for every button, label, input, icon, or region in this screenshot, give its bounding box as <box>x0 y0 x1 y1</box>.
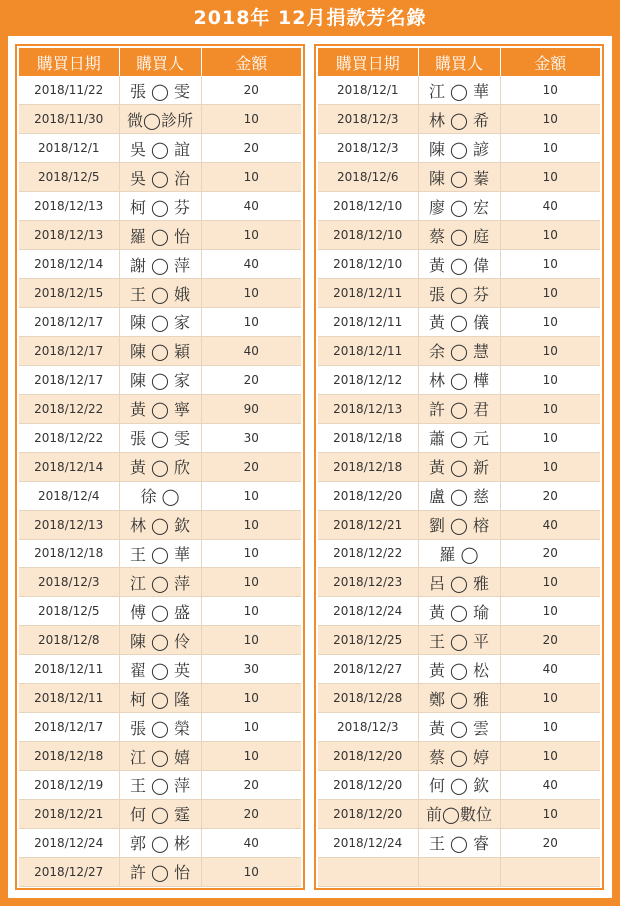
date-cell: 2018/12/1 <box>318 76 418 105</box>
amount-cell: 40 <box>500 771 600 800</box>
amount-cell: 10 <box>500 423 600 452</box>
buyer-cell: 蔡 ◯ 婷 <box>418 742 500 771</box>
date-cell: 2018/12/18 <box>318 452 418 481</box>
amount-cell: 20 <box>201 799 301 828</box>
buyer-cell: 張 ◯ 雯 <box>119 423 201 452</box>
table-row <box>318 76 600 105</box>
buyer-cell: 謝 ◯ 萍 <box>119 250 201 279</box>
table-row <box>19 221 301 250</box>
buyer-cell: 何 ◯ 欽 <box>418 771 500 800</box>
table-header-row <box>318 48 600 76</box>
amount-cell: 20 <box>201 134 301 163</box>
table-row <box>318 626 600 655</box>
table-row <box>318 799 600 828</box>
amount-cell: 10 <box>201 163 301 192</box>
buyer-cell: 王 ◯ 華 <box>119 539 201 568</box>
buyer-cell: 黃 ◯ 儀 <box>418 308 500 337</box>
buyer-cell: 呂 ◯ 雅 <box>418 568 500 597</box>
buyer-cell: 黃 ◯ 松 <box>418 655 500 684</box>
date-cell: 2018/11/22 <box>19 76 119 105</box>
amount-cell: 10 <box>500 713 600 742</box>
table-row <box>19 568 301 597</box>
date-cell: 2018/11/30 <box>19 105 119 134</box>
buyer-cell: 翟 ◯ 英 <box>119 655 201 684</box>
table-row <box>318 481 600 510</box>
table-row <box>318 423 600 452</box>
header-date: 購買日期 <box>318 48 418 76</box>
buyer-cell: 江 ◯ 嬉 <box>119 742 201 771</box>
table-row <box>318 568 600 597</box>
buyer-cell: 陳 ◯ 家 <box>119 308 201 337</box>
buyer-cell: 柯 ◯ 隆 <box>119 684 201 713</box>
date-cell: 2018/12/27 <box>19 857 119 886</box>
table-row <box>318 655 600 684</box>
table-row <box>19 423 301 452</box>
buyer-cell: 吳 ◯ 誼 <box>119 134 201 163</box>
header-amount: 金額 <box>201 48 301 76</box>
table-row <box>318 828 600 857</box>
table-row <box>19 336 301 365</box>
buyer-cell: 蕭 ◯ 元 <box>418 423 500 452</box>
table-row <box>19 163 301 192</box>
date-cell: 2018/12/17 <box>19 713 119 742</box>
header-buyer: 購買人 <box>119 48 201 76</box>
amount-cell: 10 <box>201 308 301 337</box>
date-cell: 2018/12/1 <box>19 134 119 163</box>
buyer-cell: 陳 ◯ 蓁 <box>418 163 500 192</box>
buyer-cell: 張 ◯ 芬 <box>418 279 500 308</box>
buyer-cell: 劉 ◯ 榕 <box>418 510 500 539</box>
buyer-cell: 陳 ◯ 諺 <box>418 134 500 163</box>
date-cell <box>318 857 418 886</box>
buyer-cell: 許 ◯ 君 <box>418 394 500 423</box>
right-donor-table <box>318 48 600 887</box>
date-cell: 2018/12/18 <box>19 539 119 568</box>
amount-cell: 20 <box>201 365 301 394</box>
table-row <box>318 336 600 365</box>
date-cell: 2018/12/24 <box>318 597 418 626</box>
table-row <box>318 192 600 221</box>
amount-cell: 90 <box>201 394 301 423</box>
amount-cell: 20 <box>500 481 600 510</box>
amount-cell <box>500 857 600 886</box>
buyer-cell: 何 ◯ 霆 <box>119 799 201 828</box>
buyer-cell: 王 ◯ 娥 <box>119 279 201 308</box>
table-row <box>19 308 301 337</box>
amount-cell: 30 <box>201 655 301 684</box>
table-row <box>19 394 301 423</box>
table-row <box>19 365 301 394</box>
buyer-cell: 張 ◯ 雯 <box>119 76 201 105</box>
buyer-cell: 郭 ◯ 彬 <box>119 828 201 857</box>
date-cell: 2018/12/20 <box>318 799 418 828</box>
amount-cell: 10 <box>201 105 301 134</box>
table-row <box>318 857 600 886</box>
date-cell: 2018/12/5 <box>19 163 119 192</box>
amount-cell: 40 <box>201 828 301 857</box>
amount-cell: 10 <box>201 510 301 539</box>
amount-cell: 10 <box>201 713 301 742</box>
amount-cell: 10 <box>201 597 301 626</box>
buyer-cell: 陳 ◯ 穎 <box>119 336 201 365</box>
date-cell: 2018/12/20 <box>318 771 418 800</box>
amount-cell: 10 <box>500 308 600 337</box>
date-cell: 2018/12/8 <box>19 626 119 655</box>
table-row <box>19 481 301 510</box>
table-row <box>318 279 600 308</box>
buyer-cell: 王 ◯ 平 <box>418 626 500 655</box>
date-cell: 2018/12/13 <box>318 394 418 423</box>
date-cell: 2018/12/11 <box>19 684 119 713</box>
amount-cell: 10 <box>500 394 600 423</box>
date-cell: 2018/12/24 <box>19 828 119 857</box>
amount-cell: 10 <box>201 568 301 597</box>
left-donor-panel <box>15 44 305 890</box>
buyer-cell: 黃 ◯ 新 <box>418 452 500 481</box>
date-cell: 2018/12/17 <box>19 308 119 337</box>
buyer-cell: 張 ◯ 榮 <box>119 713 201 742</box>
table-row <box>19 713 301 742</box>
amount-cell: 40 <box>201 336 301 365</box>
amount-cell: 10 <box>500 105 600 134</box>
table-row <box>19 799 301 828</box>
table-row <box>19 742 301 771</box>
table-row <box>318 742 600 771</box>
table-row <box>318 394 600 423</box>
table-row <box>19 510 301 539</box>
amount-cell: 10 <box>500 684 600 713</box>
table-row <box>19 684 301 713</box>
buyer-cell: 黃 ◯ 雲 <box>418 713 500 742</box>
amount-cell: 10 <box>500 76 600 105</box>
date-cell: 2018/12/20 <box>318 742 418 771</box>
date-cell: 2018/12/27 <box>318 655 418 684</box>
table-row <box>318 365 600 394</box>
date-cell: 2018/12/11 <box>318 336 418 365</box>
amount-cell: 10 <box>500 250 600 279</box>
table-row <box>318 221 600 250</box>
buyer-cell: 盧 ◯ 慈 <box>418 481 500 510</box>
date-cell: 2018/12/13 <box>19 510 119 539</box>
buyer-cell <box>418 857 500 886</box>
amount-cell: 20 <box>500 828 600 857</box>
amount-cell: 20 <box>500 539 600 568</box>
table-row <box>19 655 301 684</box>
amount-cell: 10 <box>201 626 301 655</box>
right-donor-panel <box>314 44 604 890</box>
table-row <box>318 105 600 134</box>
buyer-cell: 徐 ◯ <box>119 481 201 510</box>
buyer-cell: 微◯診所 <box>119 105 201 134</box>
table-row <box>19 134 301 163</box>
table-row <box>19 105 301 134</box>
buyer-cell: 羅 ◯ <box>418 539 500 568</box>
date-cell: 2018/12/22 <box>19 394 119 423</box>
amount-cell: 40 <box>500 655 600 684</box>
buyer-cell: 前◯數位 <box>418 799 500 828</box>
table-row <box>318 134 600 163</box>
table-row <box>318 163 600 192</box>
table-header-row <box>19 48 301 76</box>
amount-cell: 10 <box>201 279 301 308</box>
date-cell: 2018/12/20 <box>318 481 418 510</box>
date-cell: 2018/12/3 <box>19 568 119 597</box>
amount-cell: 10 <box>201 539 301 568</box>
date-cell: 2018/12/11 <box>318 279 418 308</box>
date-cell: 2018/12/22 <box>318 539 418 568</box>
header-date: 購買日期 <box>19 48 119 76</box>
date-cell: 2018/12/13 <box>19 192 119 221</box>
table-row <box>19 192 301 221</box>
date-cell: 2018/12/11 <box>19 655 119 684</box>
date-cell: 2018/12/21 <box>318 510 418 539</box>
amount-cell: 40 <box>500 192 600 221</box>
table-row <box>318 771 600 800</box>
buyer-cell: 陳 ◯ 伶 <box>119 626 201 655</box>
date-cell: 2018/12/11 <box>318 308 418 337</box>
table-row <box>19 76 301 105</box>
buyer-cell: 江 ◯ 華 <box>418 76 500 105</box>
date-cell: 2018/12/24 <box>318 828 418 857</box>
date-cell: 2018/12/3 <box>318 105 418 134</box>
date-cell: 2018/12/10 <box>318 221 418 250</box>
amount-cell: 10 <box>500 221 600 250</box>
buyer-cell: 傅 ◯ 盛 <box>119 597 201 626</box>
left-table-body <box>19 76 301 886</box>
amount-cell: 10 <box>201 221 301 250</box>
date-cell: 2018/12/15 <box>19 279 119 308</box>
date-cell: 2018/12/25 <box>318 626 418 655</box>
amount-cell: 40 <box>201 192 301 221</box>
amount-cell: 10 <box>500 279 600 308</box>
header-amount: 金額 <box>500 48 600 76</box>
table-row <box>19 857 301 886</box>
buyer-cell: 王 ◯ 萍 <box>119 771 201 800</box>
amount-cell: 10 <box>201 684 301 713</box>
buyer-cell: 柯 ◯ 芬 <box>119 192 201 221</box>
header-buyer: 購買人 <box>418 48 500 76</box>
table-row <box>19 539 301 568</box>
buyer-cell: 林 ◯ 希 <box>418 105 500 134</box>
table-row <box>318 510 600 539</box>
amount-cell: 20 <box>201 452 301 481</box>
date-cell: 2018/12/13 <box>19 221 119 250</box>
table-row <box>19 452 301 481</box>
buyer-cell: 蔡 ◯ 庭 <box>418 221 500 250</box>
buyer-cell: 吳 ◯ 治 <box>119 163 201 192</box>
date-cell: 2018/12/28 <box>318 684 418 713</box>
amount-cell: 10 <box>500 799 600 828</box>
table-row <box>318 713 600 742</box>
table-row <box>318 250 600 279</box>
date-cell: 2018/12/6 <box>318 163 418 192</box>
table-row <box>318 684 600 713</box>
table-row <box>318 308 600 337</box>
table-row <box>19 597 301 626</box>
buyer-cell: 鄭 ◯ 雅 <box>418 684 500 713</box>
buyer-cell: 林 ◯ 樺 <box>418 365 500 394</box>
buyer-cell: 廖 ◯ 宏 <box>418 192 500 221</box>
date-cell: 2018/12/14 <box>19 250 119 279</box>
buyer-cell: 許 ◯ 怡 <box>119 857 201 886</box>
table-row <box>19 771 301 800</box>
date-cell: 2018/12/14 <box>19 452 119 481</box>
date-cell: 2018/12/3 <box>318 134 418 163</box>
left-donor-table <box>19 48 301 887</box>
buyer-cell: 林 ◯ 欽 <box>119 510 201 539</box>
content-area <box>8 36 612 898</box>
table-row <box>19 250 301 279</box>
amount-cell: 10 <box>500 336 600 365</box>
table-row <box>19 626 301 655</box>
date-cell: 2018/12/21 <box>19 799 119 828</box>
table-row <box>318 597 600 626</box>
date-cell: 2018/12/4 <box>19 481 119 510</box>
amount-cell: 10 <box>500 742 600 771</box>
amount-cell: 10 <box>500 568 600 597</box>
table-row <box>19 279 301 308</box>
buyer-cell: 王 ◯ 睿 <box>418 828 500 857</box>
date-cell: 2018/12/12 <box>318 365 418 394</box>
date-cell: 2018/12/22 <box>19 423 119 452</box>
page-title: 2018年 12月捐款芳名錄 <box>193 7 427 29</box>
amount-cell: 10 <box>201 481 301 510</box>
amount-cell: 20 <box>500 626 600 655</box>
date-cell: 2018/12/18 <box>318 423 418 452</box>
date-cell: 2018/12/17 <box>19 336 119 365</box>
amount-cell: 40 <box>500 510 600 539</box>
amount-cell: 40 <box>201 250 301 279</box>
amount-cell: 20 <box>201 771 301 800</box>
buyer-cell: 黃 ◯ 欣 <box>119 452 201 481</box>
date-cell: 2018/12/17 <box>19 365 119 394</box>
amount-cell: 10 <box>500 163 600 192</box>
table-row <box>318 452 600 481</box>
date-cell: 2018/12/19 <box>19 771 119 800</box>
table-row <box>19 828 301 857</box>
amount-cell: 10 <box>500 452 600 481</box>
buyer-cell: 陳 ◯ 家 <box>119 365 201 394</box>
amount-cell: 10 <box>500 365 600 394</box>
buyer-cell: 江 ◯ 萍 <box>119 568 201 597</box>
buyer-cell: 黃 ◯ 偉 <box>418 250 500 279</box>
buyer-cell: 黃 ◯ 寧 <box>119 394 201 423</box>
amount-cell: 10 <box>201 857 301 886</box>
right-table-body <box>318 76 600 886</box>
amount-cell: 30 <box>201 423 301 452</box>
amount-cell: 20 <box>201 76 301 105</box>
date-cell: 2018/12/10 <box>318 192 418 221</box>
buyer-cell: 羅 ◯ 怡 <box>119 221 201 250</box>
date-cell: 2018/12/18 <box>19 742 119 771</box>
date-cell: 2018/12/10 <box>318 250 418 279</box>
amount-cell: 10 <box>500 134 600 163</box>
date-cell: 2018/12/23 <box>318 568 418 597</box>
table-row <box>318 539 600 568</box>
date-cell: 2018/12/5 <box>19 597 119 626</box>
amount-cell: 10 <box>201 742 301 771</box>
buyer-cell: 黃 ◯ 瑜 <box>418 597 500 626</box>
amount-cell: 10 <box>500 597 600 626</box>
buyer-cell: 余 ◯ 慧 <box>418 336 500 365</box>
date-cell: 2018/12/3 <box>318 713 418 742</box>
